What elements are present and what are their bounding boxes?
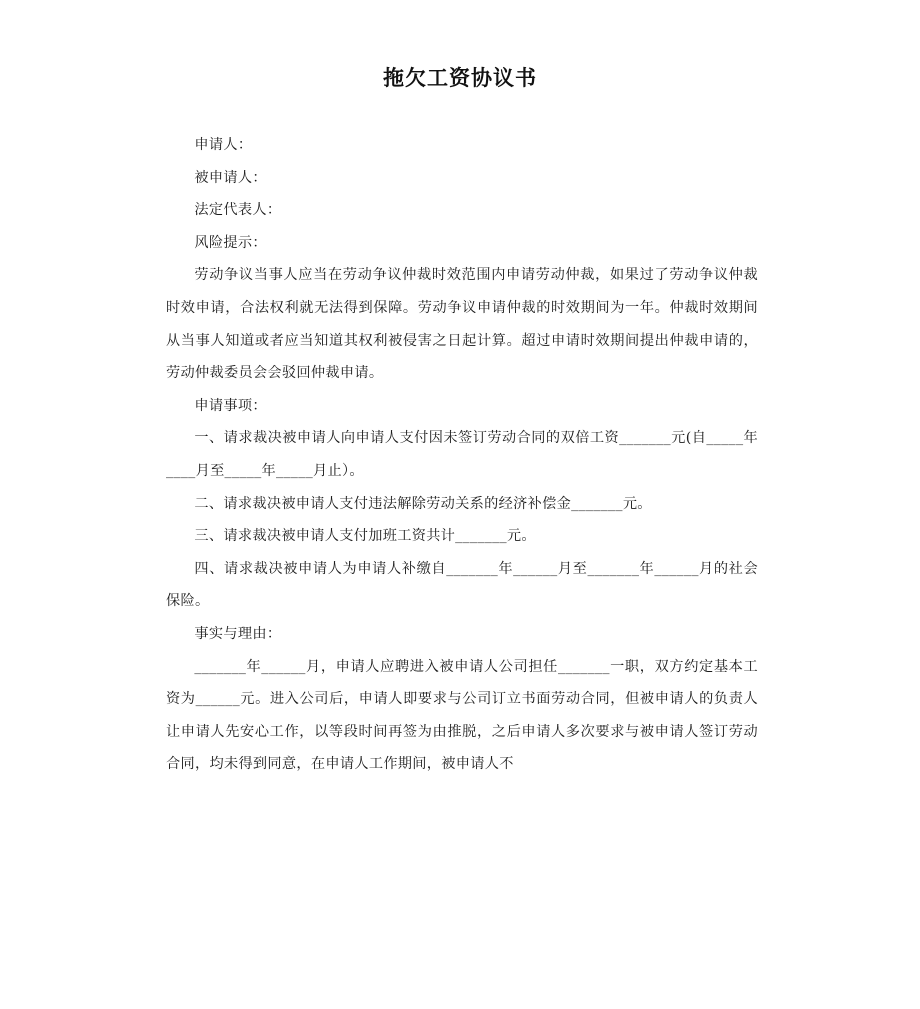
claim-item-4: 四、请求裁决被申请人为申请人补缴自_______年______月至_______年______月的社会保险。 [166, 560, 758, 610]
claim-item-1: 一、请求裁决被申请人向申请人支付因未签订劳动合同的双倍工资_______元(自_____年____月至_____年_____月止）。 [166, 430, 758, 479]
document-title: 拖欠工资协议书 [383, 66, 537, 90]
claim-item-2: 二、请求裁决被申请人支付违法解除劳动关系的经济补偿金_______元。 [194, 495, 652, 512]
claims-heading: 申请事项： [194, 397, 267, 414]
document-body [166, 129, 758, 781]
claim-item-3: 三、请求裁决被申请人支付加班工资共计_______元。 [194, 528, 536, 545]
legal-representative-line: 法定代表人： [194, 202, 282, 219]
risk-notice-heading: 风险提示： [194, 234, 267, 251]
applicant-line: 申请人： [194, 137, 253, 153]
respondent-line: 被申请人： [194, 169, 267, 186]
facts-reasons-paragraph: _______年______月，申请人应聘进入被申请人公司担任_______一职，双方约定基本工资为______元。进入公司后，申请人即要求与公司订立书面劳动合同，但被申请人的负责人让申请人先安心工作，以等段时间再签为由推脱，之后申请人多次要求与被申请人签订劳动合同，均未得到同意，在申请人工作期间，被申请人不 [166, 658, 758, 773]
risk-notice-paragraph: 劳动争议当事人应当在劳动争议仲裁时效范围内申请劳动仲裁，如果过了劳动争议仲裁时效申请，合法权利就无法得到保障。劳动争议申请仲裁的时效期间为一年。仲裁时效期间从当事人知道或者应当知道其权利被侵害之日起计算。超过申请时效期间提出仲裁申请的，劳动仲裁委员会会驳回仲裁申请。 [166, 267, 758, 382]
facts-reasons-heading: 事实与理由： [194, 625, 282, 642]
